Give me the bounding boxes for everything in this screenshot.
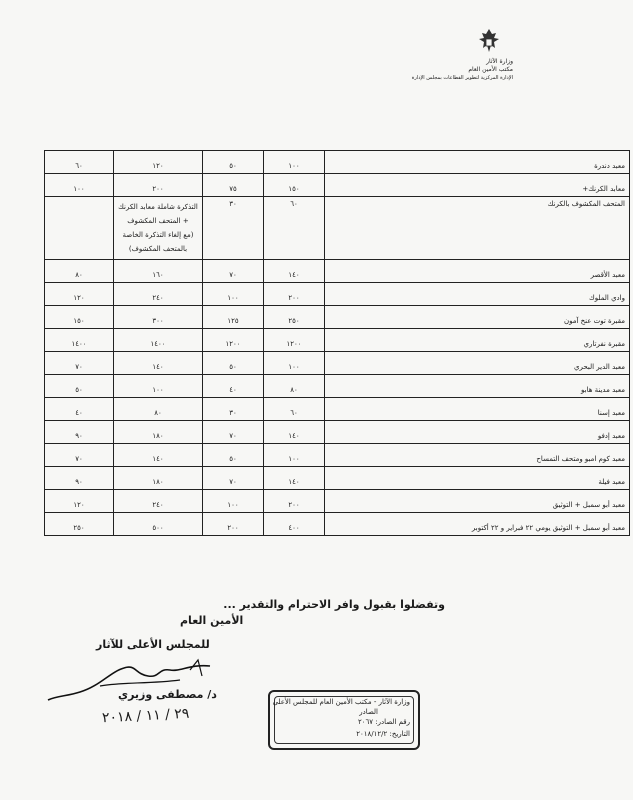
site-name-cell: معبد إدفو — [325, 421, 630, 444]
fee-cell: ٧٥ — [203, 174, 264, 197]
fee-cell: ١٤٠٠ — [114, 329, 203, 352]
fee-cell: ٢٠٠ — [203, 513, 264, 536]
site-name-cell: مقبرة توت عنخ آمون — [325, 306, 630, 329]
fee-cell: ١٠٠ — [264, 151, 325, 174]
site-name-cell: معابد الكرنك+ — [325, 174, 630, 197]
fee-cell: ١٤٠ — [114, 444, 203, 467]
fee-cell: ٧٠ — [203, 260, 264, 283]
fee-cell: ٨٠ — [45, 260, 114, 283]
table-row — [45, 260, 630, 283]
fee-cell: ٢٥٠ — [45, 513, 114, 536]
site-name-cell: معبد أبو سمبل + التوثيق يومي ٢٢ فبراير و ٢٢ أكتوبر — [325, 513, 630, 536]
fee-cell: ١٢٠٠ — [264, 329, 325, 352]
fee-cell: ١٢٠ — [45, 490, 114, 513]
table-row — [45, 467, 630, 490]
table-row — [45, 352, 630, 375]
site-name-cell: معبد دندرة — [325, 151, 630, 174]
table-row — [45, 490, 630, 513]
department-name: الإدارة المركزية لتطوير القطاعات بمجلس الإدارة — [411, 75, 513, 81]
note-text: التذكرة شاملة معابد الكرنك + المتحف المكشوف — [118, 203, 198, 225]
signature-org: للمجلس الأعلى للآثار — [96, 638, 210, 651]
table-row — [45, 197, 630, 260]
handwritten-date: ٢٩ / ١١ / ٢٠١٨ — [101, 705, 190, 727]
fee-cell: ١٠٠ — [45, 174, 114, 197]
fee-cell: ٦٠ — [264, 398, 325, 421]
fee-cell: ١٥٠ — [45, 306, 114, 329]
fee-cell: ١٥٠ — [264, 174, 325, 197]
fee-cell: ١٤٠ — [264, 260, 325, 283]
table-row — [45, 151, 630, 174]
fee-cell: ١٠٠ — [264, 444, 325, 467]
fee-cell: ٦٠ — [264, 197, 325, 260]
stamp-line: الصادر — [359, 708, 378, 716]
fee-cell: ١٨٠ — [114, 421, 203, 444]
fee-cell: ١٢٥ — [203, 306, 264, 329]
fee-cell: ٢٤٠ — [114, 490, 203, 513]
fee-cell: ١٤٠٠ — [45, 329, 114, 352]
site-name-cell: معبد كوم امبو ومتحف التمساح — [325, 444, 630, 467]
stamp-line: وزارة الآثار - مكتب الأمين العام للمجلس الأعلى — [272, 698, 410, 706]
fee-cell: ٢٥٠ — [264, 306, 325, 329]
fee-cell: ٦٠ — [45, 151, 114, 174]
fee-cell: ١٤٠ — [114, 352, 203, 375]
fee-cell: ٥٠ — [203, 151, 264, 174]
fees-table — [44, 150, 630, 536]
fee-cell: ١٨٠ — [114, 467, 203, 490]
ministry-name: وزارة الآثار — [486, 58, 513, 65]
fee-cell: ٨٠ — [264, 375, 325, 398]
fee-cell: ١٦٠ — [114, 260, 203, 283]
table-row — [45, 444, 630, 467]
fee-cell: ٢٠٠ — [264, 283, 325, 306]
site-name-cell: معبد الأقصر — [325, 260, 630, 283]
table-row — [45, 174, 630, 197]
fee-cell: ١٢٠ — [45, 283, 114, 306]
table-row — [45, 421, 630, 444]
fee-cell: ١٤٠ — [264, 467, 325, 490]
fee-cell: ٥٠٠ — [114, 513, 203, 536]
fee-cell: ٤٠ — [203, 375, 264, 398]
fee-cell — [114, 197, 203, 260]
table-row — [45, 283, 630, 306]
fee-cell: ١٠٠ — [264, 352, 325, 375]
site-name-cell: معبد إسنا — [325, 398, 630, 421]
fee-cell: ٥٠ — [203, 444, 264, 467]
fee-cell: ١٤٠ — [264, 421, 325, 444]
fee-cell: ٧٠ — [203, 421, 264, 444]
table-row — [45, 306, 630, 329]
outgoing-stamp — [268, 690, 420, 750]
signature-title: الأمين العام — [180, 614, 244, 627]
fee-cell: ١٠٠ — [203, 490, 264, 513]
fee-cell: ٩٠ — [45, 421, 114, 444]
fee-cell: ٥٠ — [45, 375, 114, 398]
fee-cell: ٥٠ — [203, 352, 264, 375]
office-name: مكتب الأمين العام — [468, 66, 513, 73]
table-row — [45, 329, 630, 352]
site-name-cell: وادي الملوك — [325, 283, 630, 306]
fee-cell: ٧٠ — [203, 467, 264, 490]
stamp-line: رقم الصادر: ٢٠٦٧ — [357, 718, 410, 726]
fee-cell: ٢٤٠ — [114, 283, 203, 306]
site-name-cell: المتحف المكشوف بالكرنك — [325, 197, 630, 260]
site-name-cell: معبد الدير البحري — [325, 352, 630, 375]
fee-cell: ١٠٠ — [114, 375, 203, 398]
site-name-cell: معبد أبو سمبل + التوثيق — [325, 490, 630, 513]
fee-cell: ١٠٠ — [203, 283, 264, 306]
fee-cell: ٩٠ — [45, 467, 114, 490]
letterhead — [412, 58, 513, 82]
note-text: (مع إلغاء التذكرة الخاصة بالمتحف المكشوف) — [122, 231, 194, 253]
fee-cell: ٧٠ — [45, 352, 114, 375]
fee-cell: ٤٠ — [45, 398, 114, 421]
fee-cell: ١٢٠٠ — [203, 329, 264, 352]
egypt-eagle-emblem-icon — [474, 26, 504, 56]
fee-cell: ٣٠ — [203, 398, 264, 421]
site-name-cell: معبد فيلة — [325, 467, 630, 490]
fee-cell: ٣٠ — [203, 197, 264, 260]
table-row — [45, 398, 630, 421]
fee-cell: ٢٠٠ — [114, 174, 203, 197]
fee-cell — [45, 197, 114, 260]
fee-cell: ١٢٠ — [114, 151, 203, 174]
fee-cell: ٣٠٠ — [114, 306, 203, 329]
stamp-line: التاريخ: ٢٠١٨/١٢/٢ — [356, 730, 410, 738]
table-row — [45, 375, 630, 398]
fee-cell: ٢٠٠ — [264, 490, 325, 513]
site-name-cell: معبد مدينة هابو — [325, 375, 630, 398]
fee-cell: ٨٠ — [114, 398, 203, 421]
table-row — [45, 513, 630, 536]
fee-cell: ٤٠٠ — [264, 513, 325, 536]
site-name-cell: مقبرة نفرتاري — [325, 329, 630, 352]
signatory-name: د/ مصطفى وزيري — [118, 688, 217, 701]
fee-cell: ٧٠ — [45, 444, 114, 467]
closing-line: وتفضلوا بقبول وافر الاحترام والتقدير ... — [223, 598, 445, 611]
